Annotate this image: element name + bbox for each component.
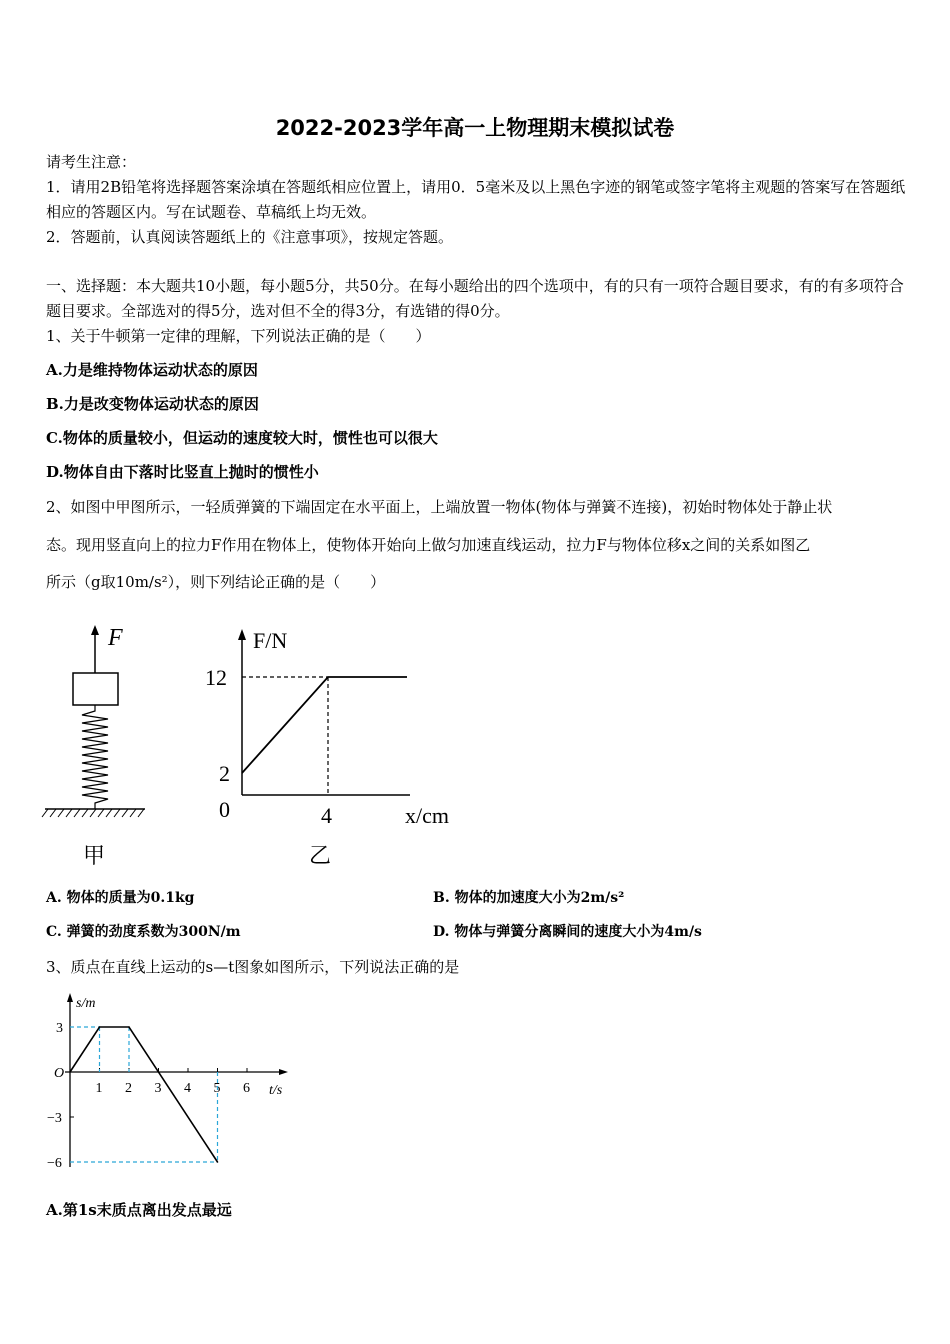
y-axis-label: F/N [253,628,288,653]
spring-coil [82,705,108,809]
x-tick-label: 4 [184,1081,191,1096]
y-tick-label: −3 [47,1111,62,1126]
x-tick-label: 3 [154,1081,162,1096]
q2-stem-line1: 2、如图中甲图所示，一轻质弹簧的下端固定在水平面上，上端放置一物体(物体与弹簧不连接)，初始时物体处于静止状 [46,498,833,516]
q1-option-a: A.力是维持物体运动状态的原因 [46,361,258,379]
q2-stem-line3: 所示（g取10m/s²），则下列结论正确的是（ ） [46,573,386,591]
origin-label: 0 [219,797,230,822]
x-axis-label: x/cm [405,803,449,828]
x-tick-label: 5 [213,1081,221,1096]
q2-option-a: A. 物体的质量为0.1kg [46,890,195,906]
x-tick-label: 1 [95,1081,103,1096]
tick-12: 12 [205,665,227,690]
q1-stem: 1、关于牛顿第一定律的理解，下列说法正确的是（ ） [46,327,431,345]
data-point [217,1161,219,1163]
x-axis-label: t/s [269,1083,283,1098]
q2-option-d: D. 物体与弹簧分离瞬间的速度大小为4m/s [433,924,702,940]
caption-yi: 乙 [309,843,332,868]
y-tick-label: 3 [56,1021,63,1036]
x-tick-label: 6 [243,1081,250,1096]
data-point [99,1026,101,1028]
y-tick-label: −6 [47,1156,62,1171]
q1-option-c: C.物体的质量较小，但运动的速度较大时，惯性也可以很大 [46,429,438,447]
q1-option-d: D.物体自由下落时比竖直上抛时的惯性小 [46,463,319,481]
page-title: 2022-2023学年高一上物理期末模拟试卷 [275,116,675,140]
tick-2: 2 [219,761,230,786]
q3-stem: 3、质点在直线上运动的s—t图象如图所示，下列说法正确的是 [46,958,460,976]
block [73,673,118,705]
section-heading: 一、选择题：本大题共10小题，每小题5分，共50分。在每小题给出的四个选项中，有的只有一项符合题目要求，有的有多项符合题目要求。全部选对的得5分，选对但不全的得3分，有选错的得0分。 [46,277,904,320]
notice-heading: 请考生注意： [46,153,137,171]
tick-4: 4 [321,803,332,828]
q2-option-c: C. 弹簧的劲度系数为300N/m [46,924,241,940]
s-t-chart [40,985,310,1180]
force-displacement-graph [195,615,485,875]
force-line [242,677,407,773]
q3-option-a: A.第1s末质点离出发点最远 [46,1201,232,1219]
data-point [128,1026,130,1028]
q1-option-b: B.力是改变物体运动状态的原因 [46,395,259,413]
notice-item-2: 2．答题前，认真阅读答题纸上的《注意事项》，按规定答题。 [46,228,454,246]
caption-jia: 甲 [83,843,106,868]
q2-option-b: B. 物体的加速度大小为2m/s² [433,890,625,906]
y-axis-arrow [67,993,73,1002]
x-axis-arrow [279,1069,288,1075]
force-label: F [108,625,123,651]
q2-stem-line2: 态。现用竖直向上的拉力F作用在物体上，使物体开始向上做匀加速直线运动，拉力F与物体位移x之间的关系如图乙 [46,536,811,554]
y-axis-label: s/m [76,996,96,1011]
spring-figure [40,615,170,875]
origin-label: O [54,1066,65,1081]
x-tick-label: 2 [125,1081,132,1096]
notice-item-1: 1．请用2B铅笔将选择题答案涂填在答题纸相应位置上，请用0．5毫米及以上黑色字迹的钢笔或签字笔将主观题的答案写在答题纸相应的答题区内。写在试题卷、草稿纸上均无效。 [46,178,906,221]
data-point [69,1071,71,1073]
s-t-line [70,1027,218,1162]
